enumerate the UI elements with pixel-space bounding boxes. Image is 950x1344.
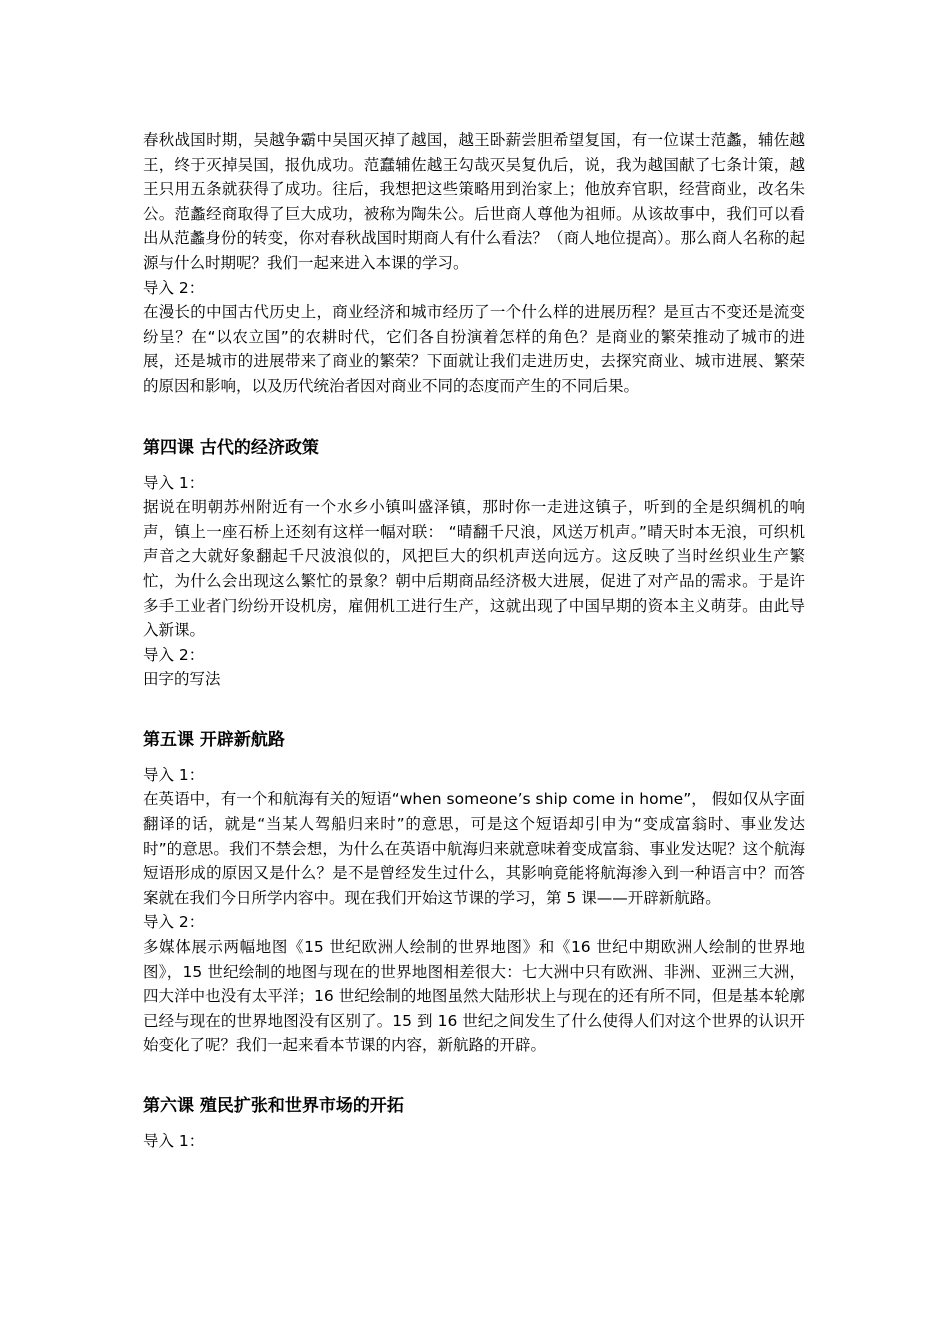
lesson-5-title: 第五课 开辟新航路 xyxy=(143,729,285,750)
lesson-5-paragraph-2: 多媒体展示两幅地图《15 世纪欧洲人绘制的世界地图》和《16 世纪中期欧洲人绘制的世界地图》，15 世纪绘制的地图与现在的世界地图相差很大：七大洲中只有欧洲、非洲、亚洲三大洲，四大洋中也没有太平洋；16 世纪绘制的地图虽然大陆形状上与现在的还有所不同，但是基本轮廓已经与现在的世界地图没有区别了。15 到 16 世纪之间发生了什么使得人们对这个世界的认识开始变化了呢？我们一起来看本节课的内容，新航路的开辟。 xyxy=(143,938,805,1055)
lesson-4-label-1: 导入 1： xyxy=(143,473,205,492)
lesson-6-title: 第六课 殖民扩张和世界市场的开拓 xyxy=(143,1096,404,1116)
lesson-5-paragraph-1: 在英语中，有一个和航海有关的短语“when someone’s ship come in home”， 假如仅从字面翻译的话，就是“当某人驾船归来时”的意思，可是这个短语却引申为“变成富翁时、事业发达时”的意思。我们不禁会想，为什么在英语中航海归来就意味着变成富翁、事业发达呢？这个航海短语形成的原因又是什么？是不是曾经发生过什么，其影响竟能将航海渗入到一种语言中？而答案就在我们今日所学内容中。现在我们开始这节课的学习，第 5 课——开辟新航路。 xyxy=(143,790,805,907)
lesson-6-label-1: 导入 1： xyxy=(143,1132,205,1150)
intro-paragraph-1: 春秋战国时期，吴越争霸中吴国灭掉了越国，越王卧薪尝胆希望复国，有一位谋士范蠡，辅佐越王，终于灭掉吴国，报仇成功。范蠢辅佐越王勾哉灭吴复仇后，说，我为越国献了七条计策，越王只用五条就获得了成功。往后，我想把这些策略用到治家上；他放弃官职，经营商业，改名朱公。范蠡经商取得了巨大成功，被称为陶朱公。后世商人尊他为祖师。从该故事中，我们可以看出从范蠡身份的转变，你对春秋战国时期商人有什么看法？（商人地位提高）。那么商人名称的起源与什么时期呢？我们一起来进入本课的学习。 xyxy=(143,131,805,272)
intro-paragraph-2: 在漫长的中国古代历史上，商业经济和城市经历了一个什么样的进展历程？是亘古不变还是流变纷呈？在“以农立国”的农耕时代，它们各自扮演着怎样的角色？是商业的繁荣推动了城市的进展，还是城市的进展带来了商业的繁荣？下面就让我们走进历史，去探究商业、城市进展、繁荣的原因和影响，以及历代统治者因对商业不同的态度而产生的不同后果。 xyxy=(143,303,805,395)
lesson-4-title: 第四课 古代的经济政策 xyxy=(143,437,319,458)
lesson-4-paragraph-2: 田字的写法 xyxy=(143,670,221,689)
lesson-5-label-2: 导入 2： xyxy=(143,913,205,932)
lesson-4-paragraph-1: 据说在明朝苏州附近有一个水乡小镇叫盛泽镇，那时你一走进这镇子，听到的全是织绸机的响声，镇上一座石桥上还刻有这样一幅对联： “晴翻千尺浪，风送万机声。”晴天时本无浪，可织机声音之大就好象翻起千尺波浪似的，风把巨大的织机声送向远方。这反映了当时丝织业生产繁忙，为什么会出现这么繁忙的景象？朝中后期商品经济极大进展，促进了对产品的需求。于是许多手工业者门纷纷开设机房，雇佣机工进行生产，这就出现了中国早期的资本主义萌芽。由此导入新课。 xyxy=(143,498,805,640)
lesson-5-label-1: 导入 1： xyxy=(143,765,205,784)
lesson-4-label-2: 导入 2： xyxy=(143,645,205,664)
intro-label-2: 导入 2： xyxy=(143,278,205,297)
document-page xyxy=(143,128,805,1154)
